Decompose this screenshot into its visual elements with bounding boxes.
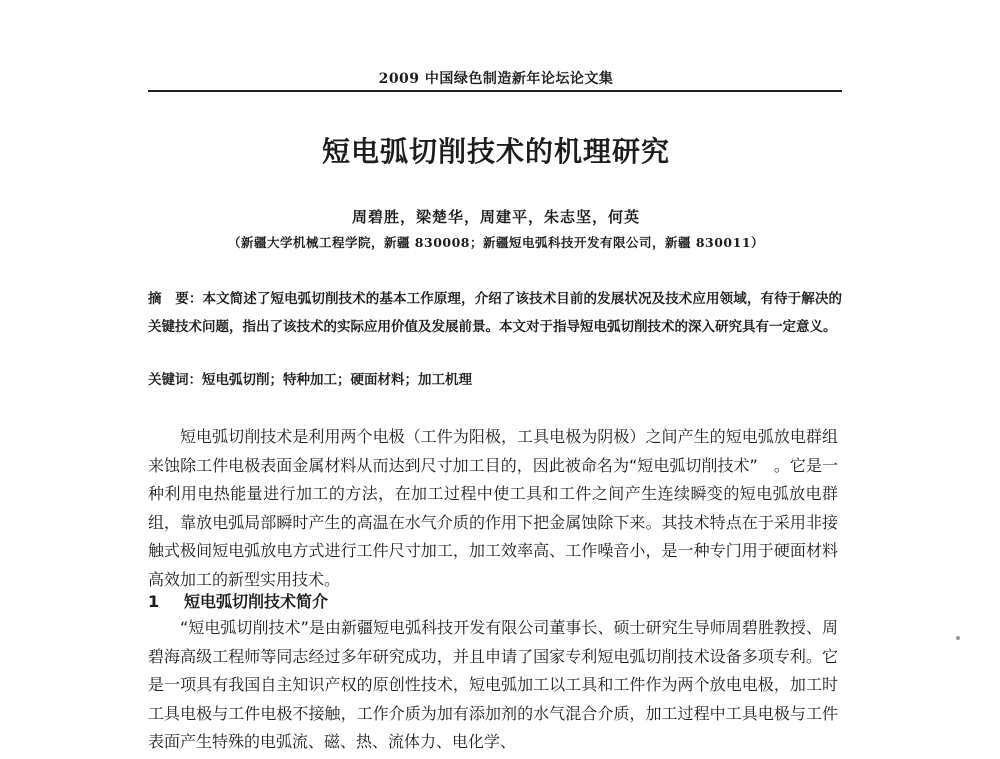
keywords bbox=[148, 366, 842, 394]
section-number: 1 bbox=[148, 592, 160, 611]
body-paragraph: “短电弧切削技术”是由新疆短电弧科技开发有限公司董事长、硕士研究生导师周碧胜教授、周碧海高级工程师等同志经过多年研究成功，并且申请了国家专利短电弧切削技术设备多项专利。它是一项具有我国自主知识产权的原创性技术，短电弧加工以工具和工件作为两个放电电极，加工时工具电极与工件电极不接触，工作介质为加有添加剂的水气混合介质，加工过程中工具电极与工件表面产生特殊的电弧流、磁、热、流体力、电化学、 bbox=[148, 618, 838, 751]
abstract bbox=[148, 285, 842, 341]
paper-title: 短电弧切削技术的机理研究 bbox=[321, 135, 670, 168]
scan-speck bbox=[956, 636, 960, 640]
section-heading bbox=[148, 589, 328, 612]
body-paragraph: 短电弧切削技术是利用两个电极（工件为阳极，工具电极为阴极）之间产生的短电弧放电群组来蚀除工件电极表面金属材料从而达到尺寸加工目的，因此被命名为“短电弧切削技术” 。它是一种利用电热能量进行加工的方法，在加工过程中使工具和工件之间产生连续瞬变的短电弧放电群组，靠放电弧局部瞬时产生的高温在水气介质的作用下把金属蚀除下来。其技术特点在于采用非接触式极间短电弧放电方式进行工件尺寸加工，加工效率高、工作噪音小，是一种专门用于硬面材料高效加工的新型实用技术。 bbox=[148, 427, 838, 589]
keywords-label: 关键词： bbox=[148, 372, 202, 388]
abstract-label: 摘 要： bbox=[148, 291, 203, 307]
author-list: 周碧胜，梁楚华，周建平，朱志坚，何英 bbox=[351, 208, 640, 226]
abstract-text: 本文简述了短电弧切削技术的基本工作原理，介绍了该技术目前的发展状况及技术应用领域，有待于解决的关键技术问题，指出了该技术的实际应用价值及发展前景。本文对于指导短电弧切削技术的深入研究具有一定意义。 bbox=[148, 291, 843, 335]
running-header: 2009 中国绿色制造新年论坛论文集 bbox=[378, 71, 614, 87]
keywords-text: 短电弧切削；特种加工；硬面材料；加工机理 bbox=[202, 372, 472, 388]
section-title: 短电弧切削技术简介 bbox=[184, 592, 329, 611]
affiliation-line: （新疆大学机械工程学院，新疆 830008；新疆短电弧科技开发有限公司，新疆 830011） bbox=[227, 235, 765, 250]
header-rule bbox=[148, 90, 842, 92]
